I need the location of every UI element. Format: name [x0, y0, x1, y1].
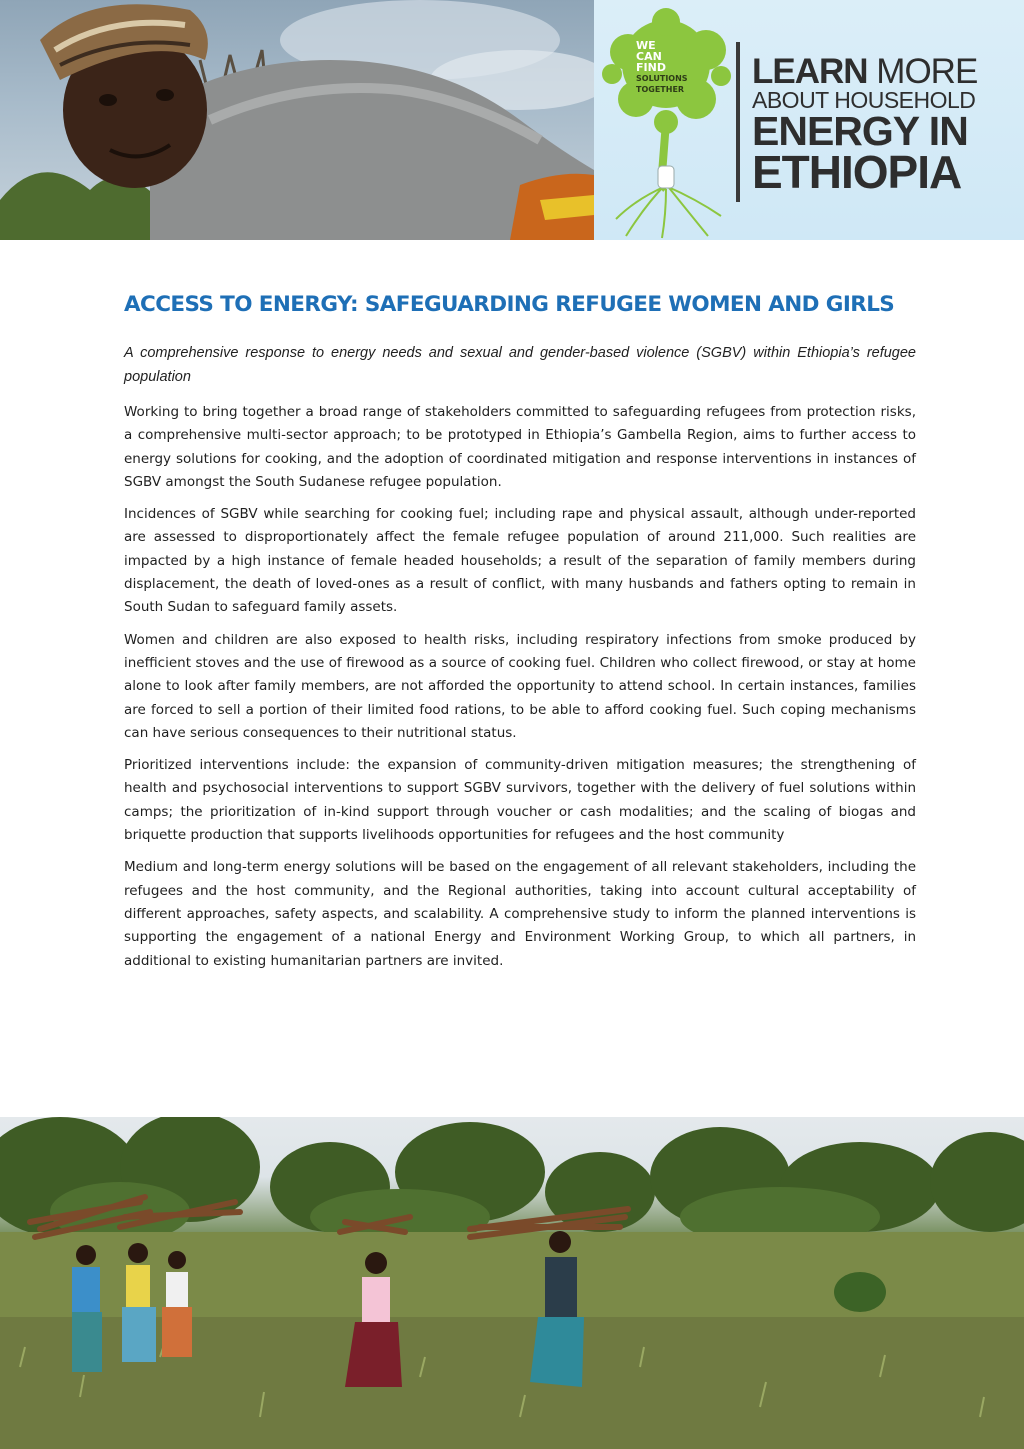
logo-text-line: CAN	[636, 50, 662, 63]
logo-text	[636, 40, 708, 95]
banner-line-1-rest: MORE	[867, 52, 978, 91]
article-paragraph: Medium and long-term energy solutions will be based on the engagement of all relevant stakeholders, including the refugees and the host community, and the Regional authorities, taking into account cultural acceptability of different approaches, safety aspects, and scalability. A comprehensive study to inform the planned interventions is supporting the engagement of a national Energy and Environment Working Group, to which all partners, in additional to existing humanitarian partners are invited.	[124, 859, 916, 969]
header-banner	[0, 0, 1024, 240]
banner-line-3: ENERGY IN	[752, 108, 968, 154]
banner-line-1-bold: LEARN	[752, 52, 868, 91]
banner-divider	[736, 42, 740, 202]
article-paragraph: Incidences of SGBV while searching for cooking fuel; including rape and physical assault, although under-reported are assessed to disproportionately affect the female refugee population of around 211,000. Such realities are impacted by a high instance of female headed households; a result of the separation of family members during displacement, the death of loved-ones as a result of conflict, with many husbands and fathers opting to remain in South Sudan to safeguard family assets.	[124, 506, 916, 616]
banner-heading	[752, 52, 978, 198]
footer-photo-firewood	[0, 1117, 1024, 1449]
logo-text-line: SOLUTIONS	[636, 74, 688, 83]
article-paragraph: Working to bring together a broad range of stakeholders committed to safeguarding refugees from protection risks, a comprehensive multi-sector approach; to be prototyped in Ethiopia’s Gambella Region, aims to further access to energy solutions for cooking, and the adoption of coordinated mitigation and response interventions in instances of SGBV amongst the South Sudanese refugee population.	[124, 404, 916, 490]
banner-line-1	[752, 54, 977, 89]
article-paragraph: Prioritized interventions include: the expansion of community-driven mitigation measures; the strengthening of health and psychosocial interventions to support SGBV survivors, together with the delivery of fuel solutions within camps; the prioritization of in-kind support through voucher or cash modalities; and the scaling of biogas and briquette production that supports livelihoods opportunities for refugees and the host community	[124, 757, 916, 844]
article-title-strong: ACCESS TO ENERGY:	[124, 292, 358, 317]
logo-text-line: WE	[636, 39, 656, 52]
article-title-rest: SAFEGUARDING REFUGEE WOMEN AND GIRLS	[358, 292, 895, 317]
firewood-photo-illustration	[0, 1117, 1024, 1449]
header-photo-woman	[0, 0, 594, 240]
article	[124, 292, 916, 982]
article-title	[124, 292, 916, 317]
woman-photo-illustration	[0, 0, 594, 240]
article-paragraph: Women and children are also exposed to health risks, including respiratory infections from smoke produced by inefficient stoves and the use of firewood as a source of cooking fuel. Children who collect firewood, or stay at home alone to look after family members, are not afforded the opportunity to attend school. In certain instances, families are forced to sell a portion of their limited food rations, to be able to afford cooking fuel. Such coping mechanisms can have serious consequences to their nutritional status.	[124, 631, 916, 741]
article-subtitle: A comprehensive response to energy needs and sexual and gender-based violence (SGBV) within Ethiopia’s refugee population	[124, 345, 916, 385]
logo-text-line: TOGETHER	[636, 85, 685, 94]
logo-text-line: FIND	[636, 61, 666, 74]
banner-line-4: ETHIOPIA	[752, 146, 962, 198]
banner-line-2: ABOUT HOUSEHOLD	[752, 87, 976, 113]
